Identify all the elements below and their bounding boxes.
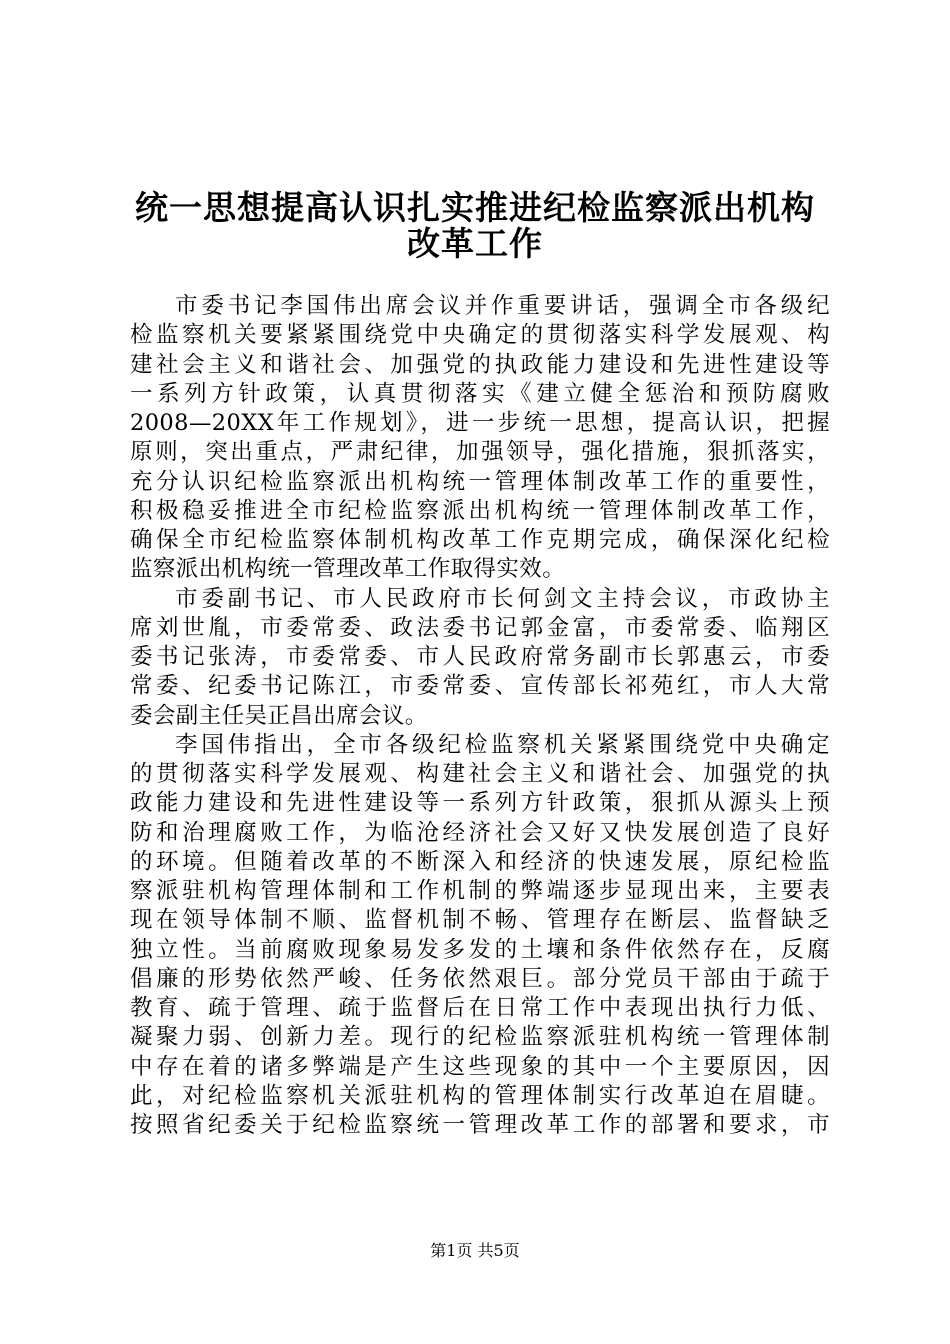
- paragraph-2-line: 市委副书记、市人民政府市长何剑文主持会议，市政协主: [175, 585, 830, 612]
- paragraph-3-line: 现在领导体制不顺、监督机制不畅、管理存在断层、监督缺乏: [130, 907, 830, 934]
- paragraph-3-line: 按照省纪委关于纪检监察统一管理改革工作的部署和要求，市: [130, 1112, 830, 1138]
- paragraph-3-line: 防和治理腐败工作，为临沧经济社会又好又快发展创造了良好: [130, 819, 830, 846]
- paragraph-1-line: 充分认识纪检监察派出机构统一管理体制改革工作的重要性，: [130, 468, 830, 495]
- paragraph-3-line: 的环境。但随着改革的不断深入和经济的快速发展，原纪检监: [130, 848, 830, 875]
- paragraph-3-line: 政能力建设和先进性建设等一系列方针政策，狠抓从源头上预: [130, 790, 830, 817]
- paragraph-3-line: 李国伟指出，全市各级纪检监察机关紧紧围绕党中央确定: [175, 731, 830, 758]
- paragraph-1-line: 一系列方针政策，认真贯彻落实《建立健全惩治和预防腐败: [130, 380, 830, 407]
- paragraph-3-line: 教育、疏于管理、疏于监督后在日常工作中表现出执行力低、: [130, 995, 830, 1021]
- paragraph-2-line: 委会副主任吴正昌出席会议。: [130, 702, 428, 729]
- paragraph-3-line: 此，对纪检监察机关派驻机构的管理体制实行改革迫在眉睫。: [130, 1082, 830, 1109]
- paragraph-1-line: 市委书记李国伟出席会议并作重要讲话，强调全市各级纪: [175, 293, 830, 319]
- paragraph-1-line: 2008—20XX年工作规划》，进一步统一思想，提高认识，把握: [130, 410, 830, 436]
- page-number-footer: 第1页 共5页: [430, 1241, 520, 1260]
- paragraph-2-line: 席刘世胤，市委常委、政法委书记郭金富，市委常委、临翔区: [130, 614, 830, 641]
- paragraph-2-line: 委书记张涛，市委常委、市人民政府常务副市长郭惠云，市委: [130, 644, 830, 670]
- paragraph-3-line: 独立性。当前腐败现象易发多发的土壤和条件依然存在，反腐: [130, 936, 830, 963]
- paragraph-1-line: 确保全市纪检监察体制机构改革工作克期完成，确保深化纪检: [130, 527, 830, 553]
- paragraph-3-line: 倡廉的形势依然严峻、任务依然艰巨。部分党员干部由于疏于: [130, 965, 830, 992]
- paragraph-3-line: 的贯彻落实科学发展观、构建社会主义和谐社会、加强党的执: [130, 761, 830, 787]
- paragraph-3-line: 察派驻机构管理体制和工作机制的弊端逐步显现出来，主要表: [130, 878, 830, 904]
- document-body: [130, 292, 830, 1140]
- document-title-line-1: 统一思想提高认识扎实推进纪检监察派出机构: [135, 188, 815, 227]
- paragraph-1-line: 原则，突出重点，严肃纪律，加强领导，强化措施，狠抓落实，: [130, 439, 830, 466]
- paragraph-1-line: 积极稳妥推进全市纪检监察派出机构统一管理体制改革工作，: [130, 497, 830, 524]
- paragraph-1-line: 监察派出机构统一管理改革工作取得实效。: [130, 556, 566, 583]
- paragraph-1-line: 建社会主义和谐社会、加强党的执政能力建设和先进性建设等: [130, 351, 830, 378]
- document-title-line-2: 改革工作: [407, 224, 543, 263]
- paragraph-1-line: 检监察机关要紧紧围绕党中央确定的贯彻落实科学发展观、构: [130, 322, 830, 349]
- paragraph-2-line: 常委、纪委书记陈江，市委常委、宣传部长祁苑红，市人大常: [130, 673, 830, 700]
- paragraph-3-line: 凝聚力弱、创新力差。现行的纪检监察派驻机构统一管理体制: [130, 1024, 830, 1051]
- paragraph-3-line: 中存在着的诸多弊端是产生这些现象的其中一个主要原因，因: [130, 1053, 830, 1080]
